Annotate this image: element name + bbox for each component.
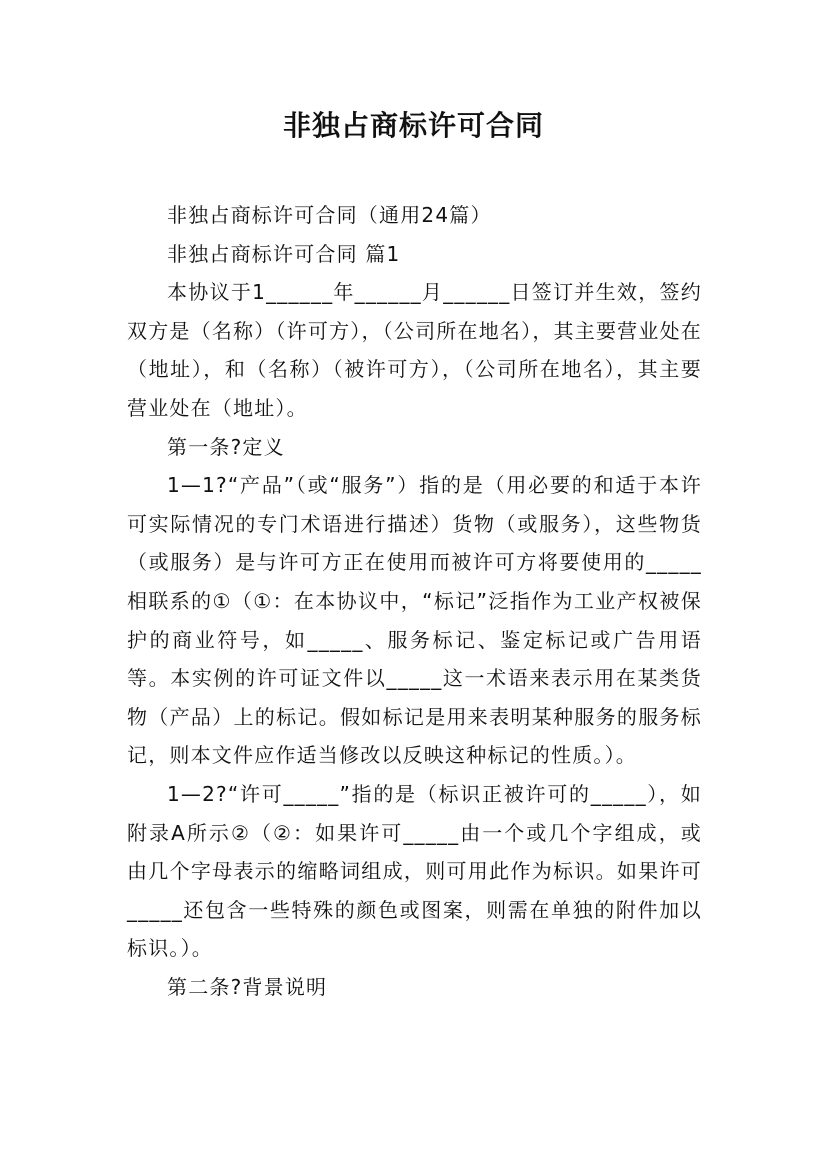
paragraph-heading-article-1: 非独占商标许可合同 篇1 [167,241,401,266]
paragraph-subtitle: 非独占商标许可合同（通用24篇） [167,203,492,227]
document-title: 非独占商标许可合同 [282,109,544,142]
paragraph-clause-1-2: 1—2?“许可_____”指的是（标识正被许可的_____），如附录A所示②（②：如果许可_____由一个或几个字组成，或由几个字母表示的缩略词组成，则可用此作为标识。如果许可_____还包含一些特殊的颜色或图案，则需在单独的附件加以标识。）。 [127,781,702,961]
section-heading-background: 第二条?背景说明 [167,974,328,999]
document-body [127,196,702,1006]
paragraph-clause-1-1: 1—1?“产品”（或“服务”）指的是（用必要的和适于本许可实际情况的专门术语进行描述）货物（或服务），这些物货（或服务）是与许可方正在使用而被许可方将要使用的_____相联系的①（①：在本协议中，“标记”泛指作为工业产权被保护的商业符号，如_____、服务标记、鉴定标记或广告用语等。本实例的许可证文件以_____这一术语来表示用在某类货物（产品）上的标记。假如标记是用来表明某种服务的服务标记，则本文件应作适当修改以反映这种标记的性质。）。 [127,473,702,768]
paragraph-agreement-intro: 本协议于1______年______月______日签订并生效，签约双方是（名称）（许可方），（公司所在地名），其主要营业处在（地址），和（名称）（被许可方），（公司所在地名），其主要营业处在（地址）。 [127,280,702,420]
section-heading-definitions: 第一条?定义 [167,434,285,459]
